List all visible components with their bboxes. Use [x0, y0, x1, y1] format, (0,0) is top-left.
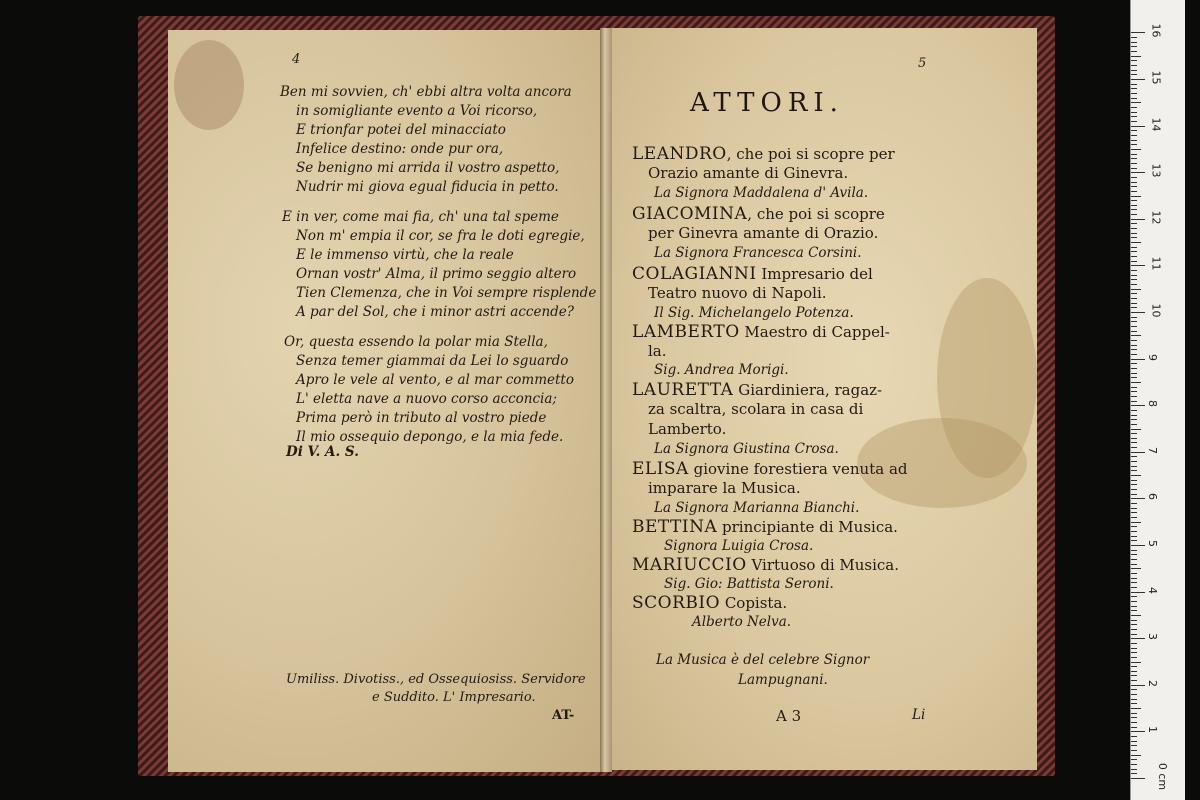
- ruler-tick: [1131, 214, 1137, 215]
- cast-role: GIACOMINA: [632, 204, 748, 224]
- ruler-label: 0 cm: [1156, 762, 1170, 791]
- ruler-tick: [1131, 564, 1137, 565]
- ruler-tick: [1131, 60, 1137, 61]
- closing-line: e Suddito. L' Impresario.: [372, 690, 536, 705]
- cast-role: LAMBERTO: [632, 322, 740, 342]
- ruler-label: 16: [1149, 23, 1163, 38]
- ruler-tick: [1131, 727, 1137, 728]
- verse-line: E le immenso virtù, che la reale: [296, 247, 514, 263]
- cast-desc: za scaltra, scolara in casa di: [648, 400, 864, 418]
- ruler-tick: [1131, 508, 1137, 509]
- ruler-tick: [1131, 703, 1137, 704]
- ruler-tick: [1131, 186, 1137, 187]
- ruler-tick: [1131, 237, 1137, 238]
- ruler-tick: [1131, 126, 1145, 127]
- ruler-tick: [1131, 209, 1137, 210]
- ruler-tick: [1131, 652, 1137, 653]
- cast-desc: Impresario del: [756, 265, 873, 283]
- cast-desc: , che poi si scopre per: [726, 145, 895, 163]
- verse-line: A par del Sol, che i minor astri accende?: [296, 304, 575, 320]
- ruler-tick: [1131, 335, 1141, 336]
- ruler-tick: [1131, 685, 1145, 686]
- cast-role: COLAGIANNI: [632, 264, 757, 284]
- ruler-tick: [1131, 79, 1145, 80]
- ruler-tick: [1131, 401, 1137, 402]
- ruler-tick: [1131, 191, 1137, 192]
- ruler-tick: [1131, 587, 1137, 588]
- cast-desc: imparare la Musica.: [648, 479, 801, 497]
- cast-desc: per Ginevra amante di Orazio.: [648, 224, 879, 242]
- ruler-tick: [1131, 466, 1137, 467]
- cast-actor: La Signora Giustina Crosa.: [654, 441, 839, 457]
- ruler-tick: [1131, 512, 1137, 513]
- ruler-tick: [1131, 731, 1145, 732]
- ruler-tick: [1131, 410, 1137, 411]
- verse-line: in somigliante evento a Voi ricorso,: [296, 103, 538, 119]
- ruler-tick: [1131, 135, 1137, 136]
- ruler-tick: [1131, 256, 1137, 257]
- ruler-tick: [1131, 363, 1137, 364]
- ruler-tick: [1131, 675, 1137, 676]
- measuring-ruler: [1130, 0, 1185, 800]
- cast-desc: giovine forestiera venuta ad: [688, 460, 908, 478]
- ruler-tick: [1131, 312, 1145, 313]
- ruler-tick: [1131, 596, 1137, 597]
- verse-line: E trionfar potei del minacciato: [296, 122, 506, 138]
- cast-actor: Sig. Gio: Battista Seroni.: [664, 576, 834, 592]
- ruler-tick: [1131, 149, 1141, 150]
- cast-actor: La Signora Maddalena d' Avila.: [654, 185, 869, 201]
- ruler-tick: [1131, 177, 1137, 178]
- ruler-tick: [1131, 270, 1137, 271]
- ruler-tick: [1131, 84, 1137, 85]
- ruler-tick: [1131, 144, 1137, 145]
- ruler-tick: [1131, 461, 1137, 462]
- ruler-tick: [1131, 354, 1137, 355]
- ruler-tick: [1131, 37, 1137, 38]
- ruler-tick: [1131, 74, 1137, 75]
- ruler-tick: [1131, 289, 1141, 290]
- verse-line: Apro le vele al vento, e al mar commetto: [296, 372, 574, 388]
- ruler-tick: [1131, 773, 1137, 774]
- dedication: Di V. A. S.: [286, 444, 359, 460]
- ruler-tick: [1131, 172, 1145, 173]
- cast-role: LEANDRO: [632, 144, 727, 164]
- cast-desc: , che poi si scopre: [747, 205, 885, 223]
- ruler-tick: [1131, 70, 1137, 71]
- ruler-label: 8: [1146, 400, 1159, 408]
- ruler-tick: [1131, 717, 1137, 718]
- ruler-tick: [1131, 387, 1137, 388]
- ruler-tick: [1131, 545, 1145, 546]
- left-page-stain: [174, 40, 244, 130]
- cast-actor: Signora Luigia Crosa.: [664, 538, 814, 554]
- cast-actor: Il Sig. Michelangelo Potenza.: [654, 305, 854, 321]
- ruler-tick: [1131, 424, 1137, 425]
- ruler-label: 10: [1149, 303, 1163, 318]
- ruler-tick: [1131, 42, 1137, 43]
- ruler-tick: [1131, 307, 1137, 308]
- ruler-tick: [1131, 396, 1137, 397]
- ruler-tick: [1131, 778, 1145, 779]
- ruler-tick: [1131, 540, 1137, 541]
- verse-line: Senza temer giammai da Lei lo sguardo: [296, 353, 569, 369]
- ruler-label: 7: [1146, 446, 1159, 454]
- verse-line: Il mio ossequio depongo, e la mia fede.: [296, 429, 564, 445]
- ruler-tick: [1131, 470, 1137, 471]
- ruler-tick: [1131, 88, 1137, 89]
- ruler-tick: [1131, 200, 1137, 201]
- verse-line: Prima però in tributo al vostro piede: [296, 410, 547, 426]
- ruler-tick: [1131, 275, 1137, 276]
- ruler-tick: [1131, 759, 1137, 760]
- ruler-label: 13: [1149, 163, 1163, 178]
- ruler-tick: [1131, 648, 1137, 649]
- verse-line: Ben mi sovvien, ch' ebbi altra volta ancora: [280, 84, 572, 100]
- ruler-tick: [1131, 606, 1137, 607]
- ruler-tick: [1131, 168, 1137, 169]
- ruler-tick: [1131, 368, 1137, 369]
- verse-line: Or, questa essendo la polar mia Stella,: [284, 334, 548, 350]
- ruler-label: 11: [1149, 256, 1163, 271]
- ruler-tick: [1131, 741, 1137, 742]
- ruler-tick: [1131, 359, 1145, 360]
- ruler-tick: [1131, 634, 1137, 635]
- cast-desc: Copista.: [720, 594, 788, 612]
- ruler-tick: [1131, 671, 1137, 672]
- ruler-tick: [1131, 284, 1137, 285]
- ruler-tick: [1131, 442, 1137, 443]
- ruler-tick: [1131, 536, 1137, 537]
- ruler-tick: [1131, 251, 1137, 252]
- ruler-tick: [1131, 643, 1137, 644]
- ruler-tick: [1131, 559, 1137, 560]
- ruler-tick: [1131, 373, 1137, 374]
- ruler-tick: [1131, 689, 1137, 690]
- ruler-tick: [1131, 592, 1145, 593]
- ruler-tick: [1131, 247, 1137, 248]
- ruler-tick: [1131, 326, 1137, 327]
- ruler-tick: [1131, 112, 1137, 113]
- ruler-tick: [1131, 657, 1137, 658]
- ruler-tick: [1131, 769, 1137, 770]
- ruler-tick: [1131, 620, 1137, 621]
- ruler-tick: [1131, 219, 1145, 220]
- ruler-tick: [1131, 331, 1137, 332]
- ruler-tick: [1131, 480, 1137, 481]
- ruler-tick: [1131, 261, 1137, 262]
- ruler-label: 9: [1146, 353, 1159, 361]
- ruler-tick: [1131, 228, 1137, 229]
- ruler-tick: [1131, 531, 1137, 532]
- ruler-tick: [1131, 419, 1137, 420]
- ruler-tick: [1131, 345, 1137, 346]
- ruler-label: 14: [1149, 117, 1163, 132]
- cast-actor: La Signora Francesca Corsini.: [654, 245, 862, 261]
- catchword: Li: [912, 707, 926, 723]
- ruler-tick: [1131, 46, 1137, 47]
- book-gutter: [600, 28, 612, 772]
- cast-actor: La Signora Marianna Bianchi.: [654, 500, 860, 516]
- cast-role: ELISA: [632, 459, 689, 479]
- ruler-tick: [1131, 708, 1141, 709]
- ruler-tick: [1131, 158, 1137, 159]
- signature-mark: A 3: [776, 707, 802, 725]
- ruler-tick: [1131, 279, 1137, 280]
- ruler-label: 1: [1146, 726, 1159, 734]
- verse-line: Non m' empia il cor, se fra le doti egregie,: [296, 228, 585, 244]
- verse-line: L' eletta nave a nuovo corso acconcia;: [296, 391, 557, 407]
- ruler-tick: [1131, 447, 1137, 448]
- ruler-tick: [1131, 107, 1137, 108]
- page-title: ATTORI.: [690, 88, 844, 118]
- cast-actor: Alberto Nelva.: [692, 614, 792, 630]
- ruler-tick: [1131, 163, 1137, 164]
- ruler-tick: [1131, 121, 1137, 122]
- cast-role: BETTINA: [632, 517, 718, 537]
- ruler-tick: [1131, 182, 1137, 183]
- ruler-label: 5: [1146, 540, 1159, 547]
- ruler-tick: [1131, 755, 1141, 756]
- ruler-tick: [1131, 233, 1137, 234]
- ruler-tick: [1131, 429, 1141, 430]
- ruler-tick: [1131, 317, 1137, 318]
- ruler-tick: [1131, 303, 1137, 304]
- ruler-tick: [1131, 456, 1137, 457]
- ruler-tick: [1131, 102, 1141, 103]
- ruler-tick: [1131, 382, 1141, 383]
- ruler-tick: [1131, 745, 1137, 746]
- ruler-tick: [1131, 340, 1137, 341]
- ruler-tick: [1131, 750, 1137, 751]
- ruler-tick: [1131, 722, 1137, 723]
- ruler-tick: [1131, 242, 1141, 243]
- ruler-tick: [1131, 433, 1137, 434]
- ruler-tick: [1131, 680, 1137, 681]
- ruler-tick: [1131, 610, 1137, 611]
- ruler-tick: [1131, 522, 1141, 523]
- ruler-tick: [1131, 293, 1137, 294]
- ruler-tick: [1131, 629, 1137, 630]
- ruler-label: 4: [1146, 586, 1159, 594]
- ruler-tick: [1131, 638, 1145, 639]
- cast-desc: Maestro di Cappel-: [739, 323, 890, 341]
- verse-line: Ornan vostr' Alma, il primo seggio altero: [296, 266, 577, 282]
- ruler-tick: [1131, 130, 1137, 131]
- ruler-label: 15: [1149, 70, 1163, 85]
- cast-actor: Sig. Andrea Morigi.: [654, 362, 789, 378]
- ruler-tick: [1131, 489, 1137, 490]
- ruler-tick: [1131, 550, 1137, 551]
- ruler-tick: [1131, 568, 1141, 569]
- ruler-tick: [1131, 666, 1137, 667]
- ruler-tick: [1131, 93, 1137, 94]
- ruler-tick: [1131, 662, 1141, 663]
- music-credit: Lampugnani.: [738, 672, 828, 688]
- closing-line: Umiliss. Divotiss., ed Ossequiosiss. Servidore: [286, 672, 586, 687]
- ruler-tick: [1131, 582, 1137, 583]
- ruler-tick: [1131, 65, 1137, 66]
- ruler-tick: [1131, 694, 1137, 695]
- ruler-tick: [1131, 484, 1137, 485]
- ruler-tick: [1131, 116, 1137, 117]
- ruler-tick: [1131, 517, 1137, 518]
- cast-desc: Orazio amante di Ginevra.: [648, 164, 849, 182]
- ruler-tick: [1131, 452, 1145, 453]
- cast-desc: principiante di Musica.: [717, 518, 898, 536]
- cast-role: SCORBIO: [632, 593, 721, 613]
- cast-desc: Giardiniera, ragaz-: [733, 381, 883, 399]
- ruler-tick: [1131, 98, 1137, 99]
- ruler-tick: [1131, 196, 1141, 197]
- ruler-tick: [1131, 56, 1141, 57]
- verse-line: Infelice destino: onde pur ora,: [296, 141, 504, 157]
- catchword: AT-: [552, 708, 575, 723]
- cast-desc: Virtuoso di Musica.: [746, 556, 900, 574]
- verse-line: Se benigno mi arrida il vostro aspetto,: [296, 160, 560, 176]
- ruler-tick: [1131, 699, 1137, 700]
- verse-line: Tien Clemenza, che in Voi sempre risplende: [296, 285, 597, 301]
- ruler-tick: [1131, 601, 1137, 602]
- ruler-tick: [1131, 713, 1137, 714]
- ruler-tick: [1131, 377, 1137, 378]
- cast-role: MARIUCCIO: [632, 555, 747, 575]
- verse-line: Nudrir mi giova egual fiducia in petto.: [296, 179, 559, 195]
- ruler-tick: [1131, 498, 1145, 499]
- ruler-tick: [1131, 405, 1145, 406]
- ruler-label: 2: [1146, 679, 1159, 687]
- ruler-label: 6: [1146, 493, 1159, 501]
- ruler-tick: [1131, 573, 1137, 574]
- ruler-tick: [1131, 554, 1137, 555]
- ruler-tick: [1131, 503, 1137, 504]
- cast-role: LAURETTA: [632, 380, 734, 400]
- ruler-tick: [1131, 51, 1137, 52]
- right-page-number: 5: [918, 56, 927, 71]
- ruler-tick: [1131, 205, 1137, 206]
- ruler-tick: [1131, 415, 1137, 416]
- ruler-label: 12: [1149, 210, 1163, 225]
- ruler-tick: [1131, 140, 1137, 141]
- ruler-tick: [1131, 615, 1141, 616]
- ruler-tick: [1131, 494, 1137, 495]
- ruler-tick: [1131, 764, 1137, 765]
- ruler-tick: [1131, 265, 1145, 266]
- ruler-tick: [1131, 298, 1137, 299]
- verse-line: E in ver, come mai fia, ch' una tal speme: [282, 209, 559, 225]
- ruler-tick: [1131, 391, 1137, 392]
- ruler-tick: [1131, 154, 1137, 155]
- ruler-tick: [1131, 624, 1137, 625]
- cast-desc: Lamberto.: [648, 420, 727, 438]
- ruler-tick: [1131, 578, 1137, 579]
- ruler-tick: [1131, 223, 1137, 224]
- ruler-tick: [1131, 438, 1137, 439]
- ruler-label: 3: [1146, 633, 1159, 641]
- ruler-tick: [1131, 736, 1137, 737]
- cast-desc: Teatro nuovo di Napoli.: [648, 284, 827, 302]
- ruler-tick: [1131, 32, 1145, 33]
- ruler-tick: [1131, 526, 1137, 527]
- music-credit: La Musica è del celebre Signor: [656, 652, 870, 668]
- ruler-tick: [1131, 321, 1137, 322]
- left-page-number: 4: [292, 52, 301, 67]
- ruler-tick: [1131, 349, 1137, 350]
- cast-desc: la.: [648, 342, 667, 360]
- ruler-tick: [1131, 475, 1141, 476]
